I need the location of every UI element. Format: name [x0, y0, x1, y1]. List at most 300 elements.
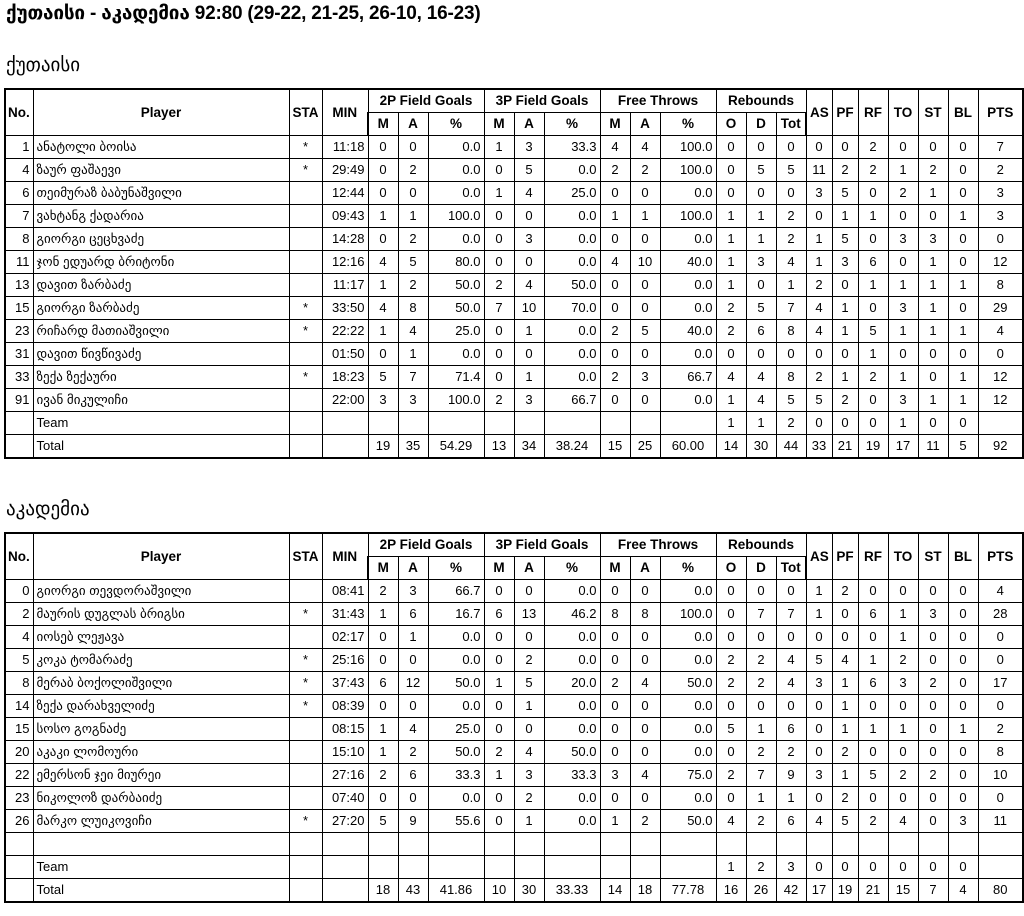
stat-pf: 2	[832, 787, 858, 810]
header-pct: %	[544, 557, 600, 580]
team-row-empty	[484, 412, 514, 435]
stat-ftp: 50.0	[660, 672, 716, 695]
total-stat-bl: 4	[948, 879, 978, 903]
stat-p2a: 6	[398, 764, 428, 787]
stat-ftp: 100.0	[660, 603, 716, 626]
header-ft: Free Throws	[600, 533, 716, 557]
stat-rd: 5	[746, 297, 776, 320]
stat-p2m: 1	[368, 718, 398, 741]
stat-p3a: 3	[514, 389, 544, 412]
team-row	[5, 412, 1023, 435]
player-number: 0	[5, 580, 33, 603]
player-minutes: 33:50	[322, 297, 368, 320]
stat-to: 0	[888, 251, 918, 274]
stat-p3m: 0	[484, 343, 514, 366]
stat-pf: 1	[832, 695, 858, 718]
stat-p3m: 0	[484, 205, 514, 228]
header-tot: Tot	[776, 113, 806, 136]
stat-p2p: 66.7	[428, 580, 484, 603]
player-starter: *	[289, 297, 322, 320]
stat-rt: 9	[776, 764, 806, 787]
header-reb: Rebounds	[716, 533, 806, 557]
stat-rf: 2	[858, 159, 888, 182]
stat-st: 0	[918, 787, 948, 810]
stat-p3a: 1	[514, 810, 544, 833]
stat-ftm: 0	[600, 580, 630, 603]
stat-ftp: 0.0	[660, 787, 716, 810]
stat-p2m: 4	[368, 251, 398, 274]
empty-cell	[630, 833, 660, 856]
total-row-empty	[289, 435, 322, 459]
total-stat-rd: 26	[746, 879, 776, 903]
stat-ro: 0	[716, 603, 746, 626]
stat-p3p: 25.0	[544, 182, 600, 205]
stat-p3a: 0	[514, 205, 544, 228]
stat-ftp: 50.0	[660, 810, 716, 833]
stat-rf: 5	[858, 320, 888, 343]
stat-pts: 2	[978, 718, 1023, 741]
stat-ro: 5	[716, 718, 746, 741]
empty-cell	[544, 833, 600, 856]
stat-ftp: 40.0	[660, 320, 716, 343]
stat-ftp: 100.0	[660, 136, 716, 159]
player-starter: *	[289, 603, 322, 626]
stat-p3m: 0	[484, 718, 514, 741]
player-number: 22	[5, 764, 33, 787]
player-minutes: 08:39	[322, 695, 368, 718]
stat-as: 2	[806, 366, 832, 389]
stat-p3m: 6	[484, 603, 514, 626]
player-starter: *	[289, 366, 322, 389]
stat-ftm: 0	[600, 389, 630, 412]
stat-p3m: 1	[484, 672, 514, 695]
total-stat-ftm: 15	[600, 435, 630, 459]
stat-rd: 6	[746, 320, 776, 343]
stat-pts: 28	[978, 603, 1023, 626]
empty-cell	[368, 833, 398, 856]
player-name: იოსებ ლეჟავა	[33, 626, 289, 649]
empty-cell	[918, 833, 948, 856]
stat-rd: 0	[746, 626, 776, 649]
stat-ftp: 40.0	[660, 251, 716, 274]
stat-ro: 0	[716, 182, 746, 205]
player-name: ვახტანგ ქადარია	[33, 205, 289, 228]
stat-pts: 0	[978, 649, 1023, 672]
total-row-number	[5, 879, 33, 903]
total-stat-pts: 92	[978, 435, 1023, 459]
total-stat-to: 17	[888, 435, 918, 459]
stat-pf: 5	[832, 228, 858, 251]
stat-fta: 0	[630, 580, 660, 603]
player-starter: *	[289, 695, 322, 718]
player-minutes: 01:50	[322, 343, 368, 366]
stat-p3m: 0	[484, 626, 514, 649]
header-d: D	[746, 557, 776, 580]
player-minutes: 31:43	[322, 603, 368, 626]
player-row	[5, 741, 1023, 764]
stat-st: 2	[918, 159, 948, 182]
stat-as: 0	[806, 205, 832, 228]
stat-rt: 7	[776, 603, 806, 626]
player-name: კოკა ტომარაძე	[33, 649, 289, 672]
stat-ro: 0	[716, 741, 746, 764]
stat-pts: 11	[978, 810, 1023, 833]
stat-p2m: 2	[368, 764, 398, 787]
header-no: No.	[5, 533, 33, 580]
player-minutes: 08:15	[322, 718, 368, 741]
stat-rd: 3	[746, 251, 776, 274]
stat-p2a: 5	[398, 251, 428, 274]
team-stat-rt: 3	[776, 856, 806, 879]
stat-rf: 5	[858, 764, 888, 787]
stat-ftp: 0.0	[660, 741, 716, 764]
stat-to: 2	[888, 649, 918, 672]
stat-p2a: 3	[398, 389, 428, 412]
stat-as: 0	[806, 343, 832, 366]
team-row-number	[5, 856, 33, 879]
player-starter: *	[289, 136, 322, 159]
stat-rf: 2	[858, 136, 888, 159]
stat-p2p: 0.0	[428, 649, 484, 672]
header-fg3: 3P Field Goals	[484, 89, 600, 113]
stat-st: 3	[918, 228, 948, 251]
player-minutes: 18:23	[322, 366, 368, 389]
team-stat-rd: 2	[746, 856, 776, 879]
stat-p2a: 12	[398, 672, 428, 695]
stat-to: 1	[888, 626, 918, 649]
header-o: O	[716, 113, 746, 136]
stat-p2a: 2	[398, 159, 428, 182]
empty-cell	[660, 833, 716, 856]
stat-st: 0	[918, 626, 948, 649]
team-row-empty	[600, 412, 630, 435]
player-name: გიორგი ცეცხვაძე	[33, 228, 289, 251]
stat-ftp: 0.0	[660, 228, 716, 251]
stat-bl: 0	[948, 603, 978, 626]
header-sta: STA	[289, 533, 322, 580]
stat-st: 2	[918, 672, 948, 695]
empty-cell	[858, 833, 888, 856]
player-number: 26	[5, 810, 33, 833]
stat-p2a: 6	[398, 603, 428, 626]
stat-bl: 1	[948, 205, 978, 228]
stat-pf: 5	[832, 182, 858, 205]
header-o: O	[716, 557, 746, 580]
player-row	[5, 228, 1023, 251]
stat-ftp: 0.0	[660, 695, 716, 718]
stat-st: 0	[918, 695, 948, 718]
stat-rt: 2	[776, 205, 806, 228]
stat-rd: 1	[746, 228, 776, 251]
stat-p3p: 0.0	[544, 695, 600, 718]
team-stat-rf: 0	[858, 412, 888, 435]
stat-as: 3	[806, 764, 832, 787]
stat-p3a: 1	[514, 320, 544, 343]
total-stat-p2p: 54.29	[428, 435, 484, 459]
stat-as: 0	[806, 136, 832, 159]
stat-fta: 4	[630, 764, 660, 787]
stat-p3m: 0	[484, 366, 514, 389]
stat-rt: 5	[776, 389, 806, 412]
team-row-label: Team	[33, 412, 289, 435]
stat-ftm: 4	[600, 136, 630, 159]
stat-bl: 0	[948, 741, 978, 764]
player-starter	[289, 182, 322, 205]
stat-ro: 1	[716, 251, 746, 274]
team-row-empty	[978, 856, 1023, 879]
player-name: მარკო ლუიკოვიჩი	[33, 810, 289, 833]
header-a: A	[514, 113, 544, 136]
stat-rf: 0	[858, 626, 888, 649]
stat-pf: 2	[832, 580, 858, 603]
stat-bl: 1	[948, 389, 978, 412]
stat-p2p: 50.0	[428, 672, 484, 695]
stat-to: 3	[888, 672, 918, 695]
stat-rf: 0	[858, 787, 888, 810]
stat-ftm: 0	[600, 182, 630, 205]
stat-pf: 0	[832, 136, 858, 159]
stat-pts: 0	[978, 626, 1023, 649]
stat-p3a: 0	[514, 580, 544, 603]
total-stat-rf: 19	[858, 435, 888, 459]
stat-p3a: 1	[514, 366, 544, 389]
stat-bl: 0	[948, 159, 978, 182]
stat-p3p: 33.3	[544, 764, 600, 787]
player-row	[5, 274, 1023, 297]
stat-ro: 0	[716, 159, 746, 182]
player-minutes: 25:16	[322, 649, 368, 672]
stat-ftm: 0	[600, 274, 630, 297]
stat-rf: 1	[858, 205, 888, 228]
stat-pts: 2	[978, 159, 1023, 182]
stat-st: 0	[918, 810, 948, 833]
stat-pts: 12	[978, 389, 1023, 412]
stat-to: 2	[888, 764, 918, 787]
stat-pts: 29	[978, 297, 1023, 320]
stat-fta: 0	[630, 343, 660, 366]
stat-p2a: 0	[398, 136, 428, 159]
stat-ro: 1	[716, 389, 746, 412]
player-row	[5, 695, 1023, 718]
total-stat-p3a: 30	[514, 879, 544, 903]
stat-ftm: 1	[600, 205, 630, 228]
stat-to: 0	[888, 741, 918, 764]
empty-cell	[289, 833, 322, 856]
header-m: M	[600, 557, 630, 580]
stat-fta: 0	[630, 718, 660, 741]
header-pct: %	[660, 557, 716, 580]
stat-to: 0	[888, 787, 918, 810]
player-name: დავით ზარბაძე	[33, 274, 289, 297]
empty-cell	[832, 833, 858, 856]
stat-st: 0	[918, 718, 948, 741]
stat-fta: 0	[630, 389, 660, 412]
stat-rf: 0	[858, 297, 888, 320]
stat-ftm: 4	[600, 251, 630, 274]
stat-p3m: 0	[484, 787, 514, 810]
stat-st: 1	[918, 320, 948, 343]
player-name: გიორგი თევდორაშვილი	[33, 580, 289, 603]
stat-p3a: 0	[514, 343, 544, 366]
stat-bl: 0	[948, 136, 978, 159]
stat-ftp: 0.0	[660, 580, 716, 603]
stat-p3p: 46.2	[544, 603, 600, 626]
stat-p2a: 8	[398, 297, 428, 320]
stat-p3m: 1	[484, 182, 514, 205]
team-stat-pf: 0	[832, 856, 858, 879]
player-starter: *	[289, 649, 322, 672]
stat-p2p: 50.0	[428, 741, 484, 764]
player-number: 31	[5, 343, 33, 366]
team-stat-rf: 0	[858, 856, 888, 879]
header-a: A	[630, 557, 660, 580]
player-minutes: 11:17	[322, 274, 368, 297]
team-row-empty	[660, 412, 716, 435]
header-fg3: 3P Field Goals	[484, 533, 600, 557]
team-row-empty	[514, 412, 544, 435]
player-row	[5, 810, 1023, 833]
team-stat-as: 0	[806, 856, 832, 879]
stat-st: 0	[918, 205, 948, 228]
stat-rt: 4	[776, 672, 806, 695]
stat-rd: 2	[746, 741, 776, 764]
stat-p2a: 0	[398, 695, 428, 718]
stat-p2p: 80.0	[428, 251, 484, 274]
stat-rf: 0	[858, 741, 888, 764]
stat-bl: 0	[948, 251, 978, 274]
stat-fta: 0	[630, 741, 660, 764]
header-bl: BL	[948, 533, 978, 580]
stat-ftm: 2	[600, 672, 630, 695]
header-pct: %	[428, 113, 484, 136]
total-row-number	[5, 435, 33, 459]
stat-ftp: 100.0	[660, 205, 716, 228]
stat-rt: 8	[776, 366, 806, 389]
player-row	[5, 297, 1023, 320]
header-m: M	[368, 113, 398, 136]
stat-as: 4	[806, 320, 832, 343]
stat-as: 0	[806, 787, 832, 810]
empty-cell	[888, 833, 918, 856]
header-a: A	[514, 557, 544, 580]
stat-p3m: 0	[484, 580, 514, 603]
player-row	[5, 603, 1023, 626]
empty-cell	[33, 833, 289, 856]
stat-bl: 0	[948, 297, 978, 320]
stat-p3p: 50.0	[544, 741, 600, 764]
stat-p2a: 0	[398, 649, 428, 672]
player-name: თეიმურაზ ბაბუნაშვილი	[33, 182, 289, 205]
header-st: ST	[918, 533, 948, 580]
stat-st: 0	[918, 741, 948, 764]
total-stat-pf: 19	[832, 879, 858, 903]
stat-p2p: 0.0	[428, 343, 484, 366]
player-name: ჯონ ედუარდ ბრიტონი	[33, 251, 289, 274]
stat-p3m: 2	[484, 274, 514, 297]
stat-pts: 0	[978, 695, 1023, 718]
stat-fta: 0	[630, 297, 660, 320]
player-starter: *	[289, 672, 322, 695]
player-name: რიჩარდ მათიაშვილი	[33, 320, 289, 343]
stat-ro: 4	[716, 810, 746, 833]
team-stat-pf: 0	[832, 412, 858, 435]
stat-ftm: 0	[600, 718, 630, 741]
player-row	[5, 649, 1023, 672]
stat-p3a: 13	[514, 603, 544, 626]
stat-rf: 0	[858, 695, 888, 718]
player-number: 20	[5, 741, 33, 764]
stat-fta: 10	[630, 251, 660, 274]
team-row-empty	[428, 856, 484, 879]
team-row-empty	[600, 856, 630, 879]
stat-p3a: 1	[514, 695, 544, 718]
stat-bl: 0	[948, 580, 978, 603]
stat-pf: 1	[832, 718, 858, 741]
stat-p2m: 3	[368, 389, 398, 412]
stat-p2m: 0	[368, 182, 398, 205]
player-row	[5, 182, 1023, 205]
stat-to: 1	[888, 320, 918, 343]
stat-p2m: 2	[368, 580, 398, 603]
stat-ro: 1	[716, 205, 746, 228]
stat-fta: 0	[630, 626, 660, 649]
stat-rt: 0	[776, 343, 806, 366]
stat-fta: 2	[630, 159, 660, 182]
empty-cell	[716, 833, 746, 856]
stat-p2p: 100.0	[428, 205, 484, 228]
header-ft: Free Throws	[600, 89, 716, 113]
stat-p3a: 0	[514, 251, 544, 274]
stat-pf: 1	[832, 297, 858, 320]
stat-p3m: 0	[484, 695, 514, 718]
stat-p2p: 55.6	[428, 810, 484, 833]
player-number: 7	[5, 205, 33, 228]
player-row	[5, 389, 1023, 412]
stat-to: 1	[888, 603, 918, 626]
stat-p2a: 7	[398, 366, 428, 389]
stat-ftm: 0	[600, 741, 630, 764]
stat-rd: 2	[746, 810, 776, 833]
total-row-label: Total	[33, 879, 289, 903]
stat-ftp: 0.0	[660, 343, 716, 366]
stat-rf: 6	[858, 603, 888, 626]
stat-ftm: 3	[600, 764, 630, 787]
stat-to: 0	[888, 205, 918, 228]
stat-bl: 0	[948, 343, 978, 366]
total-stat-p2a: 35	[398, 435, 428, 459]
total-stat-fta: 25	[630, 435, 660, 459]
stat-rt: 8	[776, 320, 806, 343]
stat-pts: 3	[978, 182, 1023, 205]
stat-rd: 0	[746, 580, 776, 603]
player-name: მერაბ ბოქოლიშვილი	[33, 672, 289, 695]
stat-p3p: 0.0	[544, 251, 600, 274]
player-minutes: 29:49	[322, 159, 368, 182]
team-stat-ro: 1	[716, 856, 746, 879]
stat-as: 5	[806, 649, 832, 672]
stat-p2p: 0.0	[428, 136, 484, 159]
stat-p3p: 66.7	[544, 389, 600, 412]
stat-st: 0	[918, 649, 948, 672]
stat-rf: 6	[858, 251, 888, 274]
player-starter	[289, 343, 322, 366]
stat-p3m: 0	[484, 649, 514, 672]
stat-bl: 1	[948, 718, 978, 741]
total-stat-fta: 18	[630, 879, 660, 903]
stat-st: 3	[918, 603, 948, 626]
team-name-away: აკადემია	[6, 499, 90, 520]
total-stat-as: 33	[806, 435, 832, 459]
